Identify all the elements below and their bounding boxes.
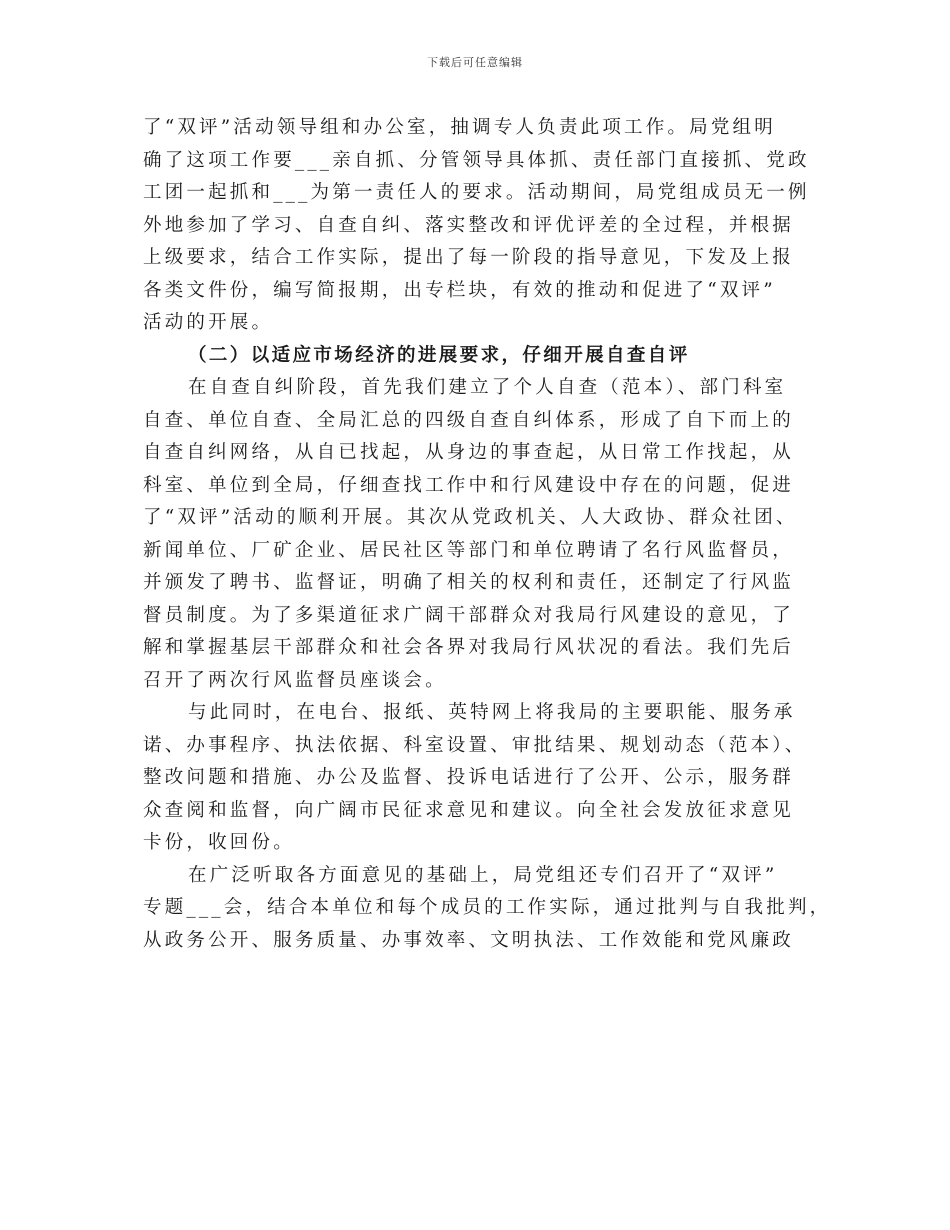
paragraph-line: 专题___会，结合本单位和每个成员的工作实际，通过批判与自我批判， bbox=[143, 897, 832, 918]
paragraph-line: 活动的开展。 bbox=[143, 312, 274, 333]
paragraph-line: 上级要求，结合工作实际，提出了每一阶段的指导意见，下发及上报 bbox=[143, 247, 795, 268]
paragraph-line: 科室、单位到全局，仔细查找工作中和行风建设中存在的问题，促进 bbox=[143, 474, 795, 496]
paragraph-line: 整改问题和措施、办公及监督、投诉电话进行了公开、公示，服务群 bbox=[143, 767, 795, 788]
paragraph-line: 与此同时，在电台、报纸、英特网上将我局的主要职能、服务承 bbox=[188, 702, 796, 723]
paragraph-line: 卡份，收回份。 bbox=[143, 832, 295, 853]
paragraph-line: 新闻单位、厂矿企业、居民社区等部门和单位聘请了名行风监督员， bbox=[143, 539, 795, 561]
paragraph-line: 了“双评”活动的顺利开展。其次从党政机关、人大政协、群众社团、 bbox=[143, 507, 798, 528]
paragraph-line: 在自查自纠阶段，首先我们建立了个人自查（范本）、部门科室 bbox=[188, 377, 787, 398]
paragraph-line: 督员制度。为了多渠道征求广阔干部群众对我局行风建设的意见，了 bbox=[143, 604, 795, 626]
paragraph-line: 外地参加了学习、自查自纠、落实整改和评优评差的全过程，并根据 bbox=[143, 214, 795, 236]
paragraph-line: 工团一起抓和___为第一责任人的要求。活动期间，局党组成员无一例 bbox=[143, 182, 810, 203]
paragraph-line: 从政务公开、服务质量、办事效率、文明执法、工作效能和党风廉政 bbox=[143, 929, 795, 951]
paragraph-line: 诺、办事程序、执法依据、科室设置、审批结果、规划动态（范本）、 bbox=[143, 734, 807, 756]
paragraph-line: 了“双评”活动领导组和办公室，抽调专人负责此项工作。局党组明 bbox=[143, 117, 776, 138]
section-heading: （二）以适应市场经济的进展要求，仔细开展自查自评 bbox=[188, 344, 690, 366]
page-header: 下载后可任意编辑 bbox=[427, 56, 523, 69]
paragraph-line: 召开了两次行风监督员座谈会。 bbox=[143, 669, 447, 691]
paragraph-line: 在广泛听取各方面意见的基础上，局党组还专们召开了“双评” bbox=[188, 864, 778, 886]
paragraph-line: 确了这项工作要___亲自抓、分管领导具体抓、责任部门直接抓、党政 bbox=[143, 149, 810, 171]
paragraph-line: 解和掌握基层干部群众和社会各界对我局行风状况的看法。我们先后 bbox=[143, 637, 795, 658]
paragraph-line: 各类文件份，编写简报期，出专栏块，有效的推动和促进了“双评” bbox=[143, 279, 776, 301]
paragraph-line: 自查自纠网络，从自已找起，从身边的事查起，从日常工作找起，从 bbox=[143, 442, 795, 463]
paragraph-line: 自查、单位自查、全局汇总的四级自查自纠体系，形成了自下而上的 bbox=[143, 409, 795, 431]
paragraph-line: 众查阅和监督，向广阔市民征求意见和建议。向全社会发放征求意见 bbox=[143, 799, 795, 821]
paragraph-line: 并颁发了聘书、监督证，明确了相关的权利和责任，还制定了行风监 bbox=[143, 572, 795, 593]
document-body bbox=[143, 112, 832, 957]
